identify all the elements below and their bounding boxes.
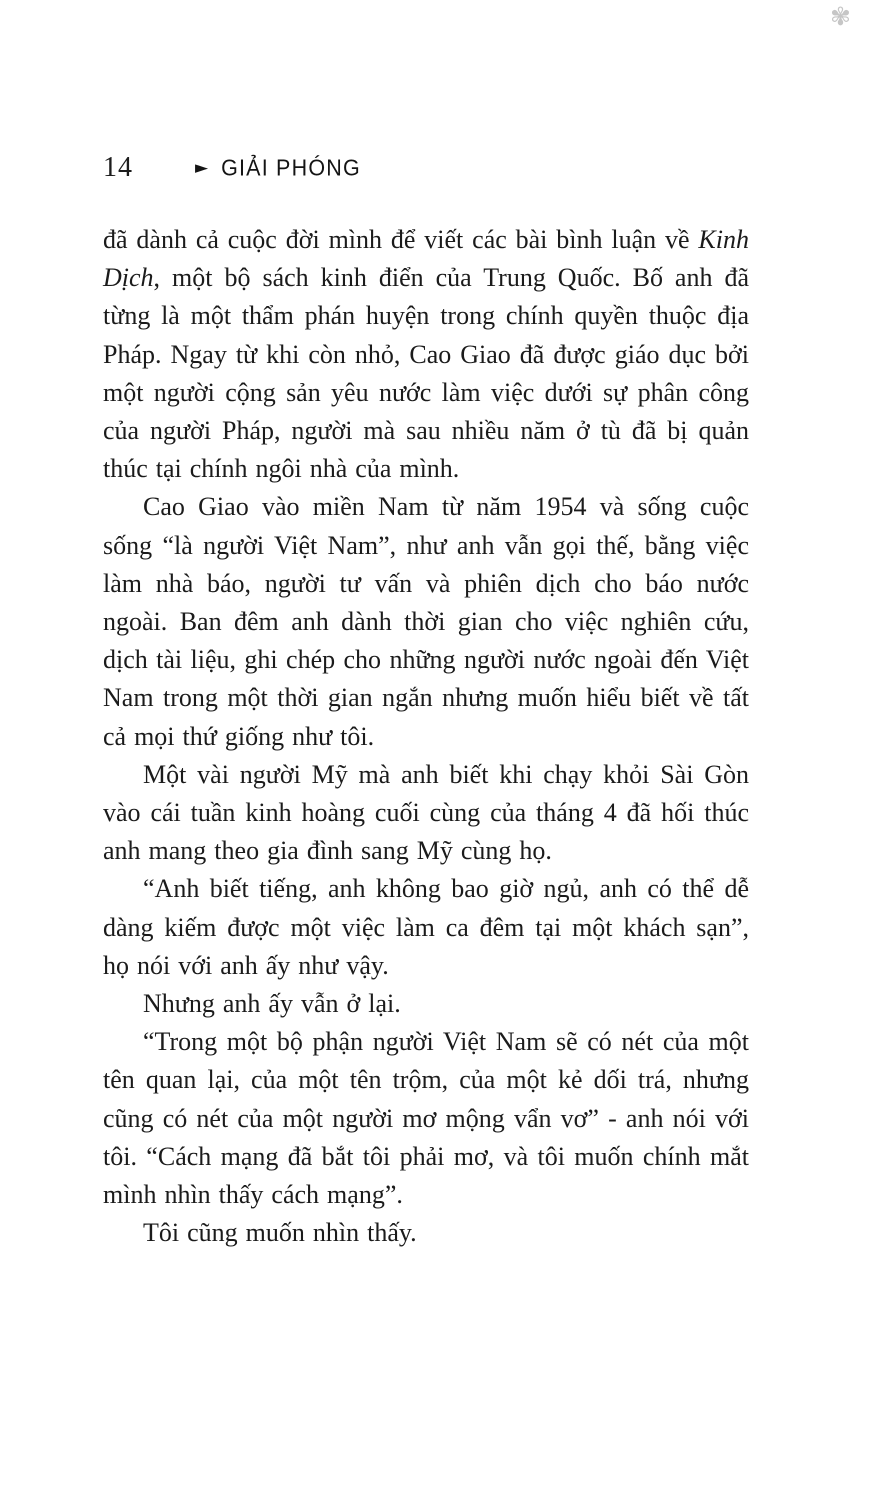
paragraph-text: “Trong một bộ phận người Việt Nam sẽ có nét của một tên quan lại, của một tên trộm, của một kẻ dối trá, nhưng cũng có nét của một người mơ mộng vẩn vơ” - anh nói với tôi. “Cách mạng đã bắt tôi phải mơ, và tôi muốn chính mắt mình nhìn thấy cách mạng”. bbox=[103, 1027, 749, 1210]
paragraph-text: Tôi cũng muốn nhìn thấy. bbox=[143, 1218, 417, 1248]
paragraph bbox=[103, 221, 749, 488]
flower-icon: ✾ bbox=[830, 2, 851, 31]
paragraph-text: , một bộ sách kinh điển của Trung Quốc. Bố anh đã từng là một thẩm phán huyện trong chính quyền thuộc địa Pháp. Ngay từ khi còn nhỏ, Cao Giao đã được giáo dục bởi một người cộng sản yêu nước làm việc dưới sự phân công của người Pháp, người mà sau nhiều năm ở tù đã bị quản thúc tại chính ngôi nhà của mình. bbox=[103, 263, 749, 484]
body-text bbox=[103, 221, 749, 1252]
paragraph-text: Cao Giao vào miền Nam từ năm 1954 và sống cuộc sống “là người Việt Nam”, như anh vẫn gọi thế, bằng việc làm nhà báo, người tư vấn và phiên dịch cho báo nước ngoài. Ban đêm anh dành thời gian cho việc nghiên cứu, dịch tài liệu, ghi chép cho những người nước ngoài đến Việt Nam trong một thời gian ngắn nhưng muốn hiểu biết về tất cả mọi thứ giống như tôi. bbox=[103, 492, 749, 751]
paragraph bbox=[103, 1023, 749, 1214]
paragraph-text: đã dành cả cuộc đời mình để viết các bài bình luận về bbox=[103, 225, 699, 254]
paragraph-text: Một vài người Mỹ mà anh biết khi chạy khỏi Sài Gòn vào cái tuần kinh hoàng cuối cùng của tháng 4 đã hối thúc anh mang theo gia đình sang Mỹ cùng họ. bbox=[103, 759, 749, 866]
paragraph-text: “Anh biết tiếng, anh không bao giờ ngủ, anh có thể dễ dàng kiếm được một việc làm ca đêm tại một khách sạn”, họ nói với anh ấy như vậy. bbox=[103, 874, 749, 980]
paragraph bbox=[103, 756, 749, 871]
paragraph bbox=[103, 1214, 749, 1252]
book-title-italic: Kinh Dịch bbox=[103, 225, 749, 293]
triangle-right-icon: ► bbox=[195, 157, 209, 178]
paragraph bbox=[103, 488, 749, 755]
paragraph-text: Nhưng anh ấy vẫn ở lại. bbox=[143, 989, 401, 1019]
page-header bbox=[103, 152, 749, 184]
running-title: GIẢI PHÓNG bbox=[221, 154, 361, 181]
paragraph bbox=[103, 870, 749, 985]
page-number: 14 bbox=[103, 152, 133, 183]
paragraph bbox=[103, 985, 749, 1023]
